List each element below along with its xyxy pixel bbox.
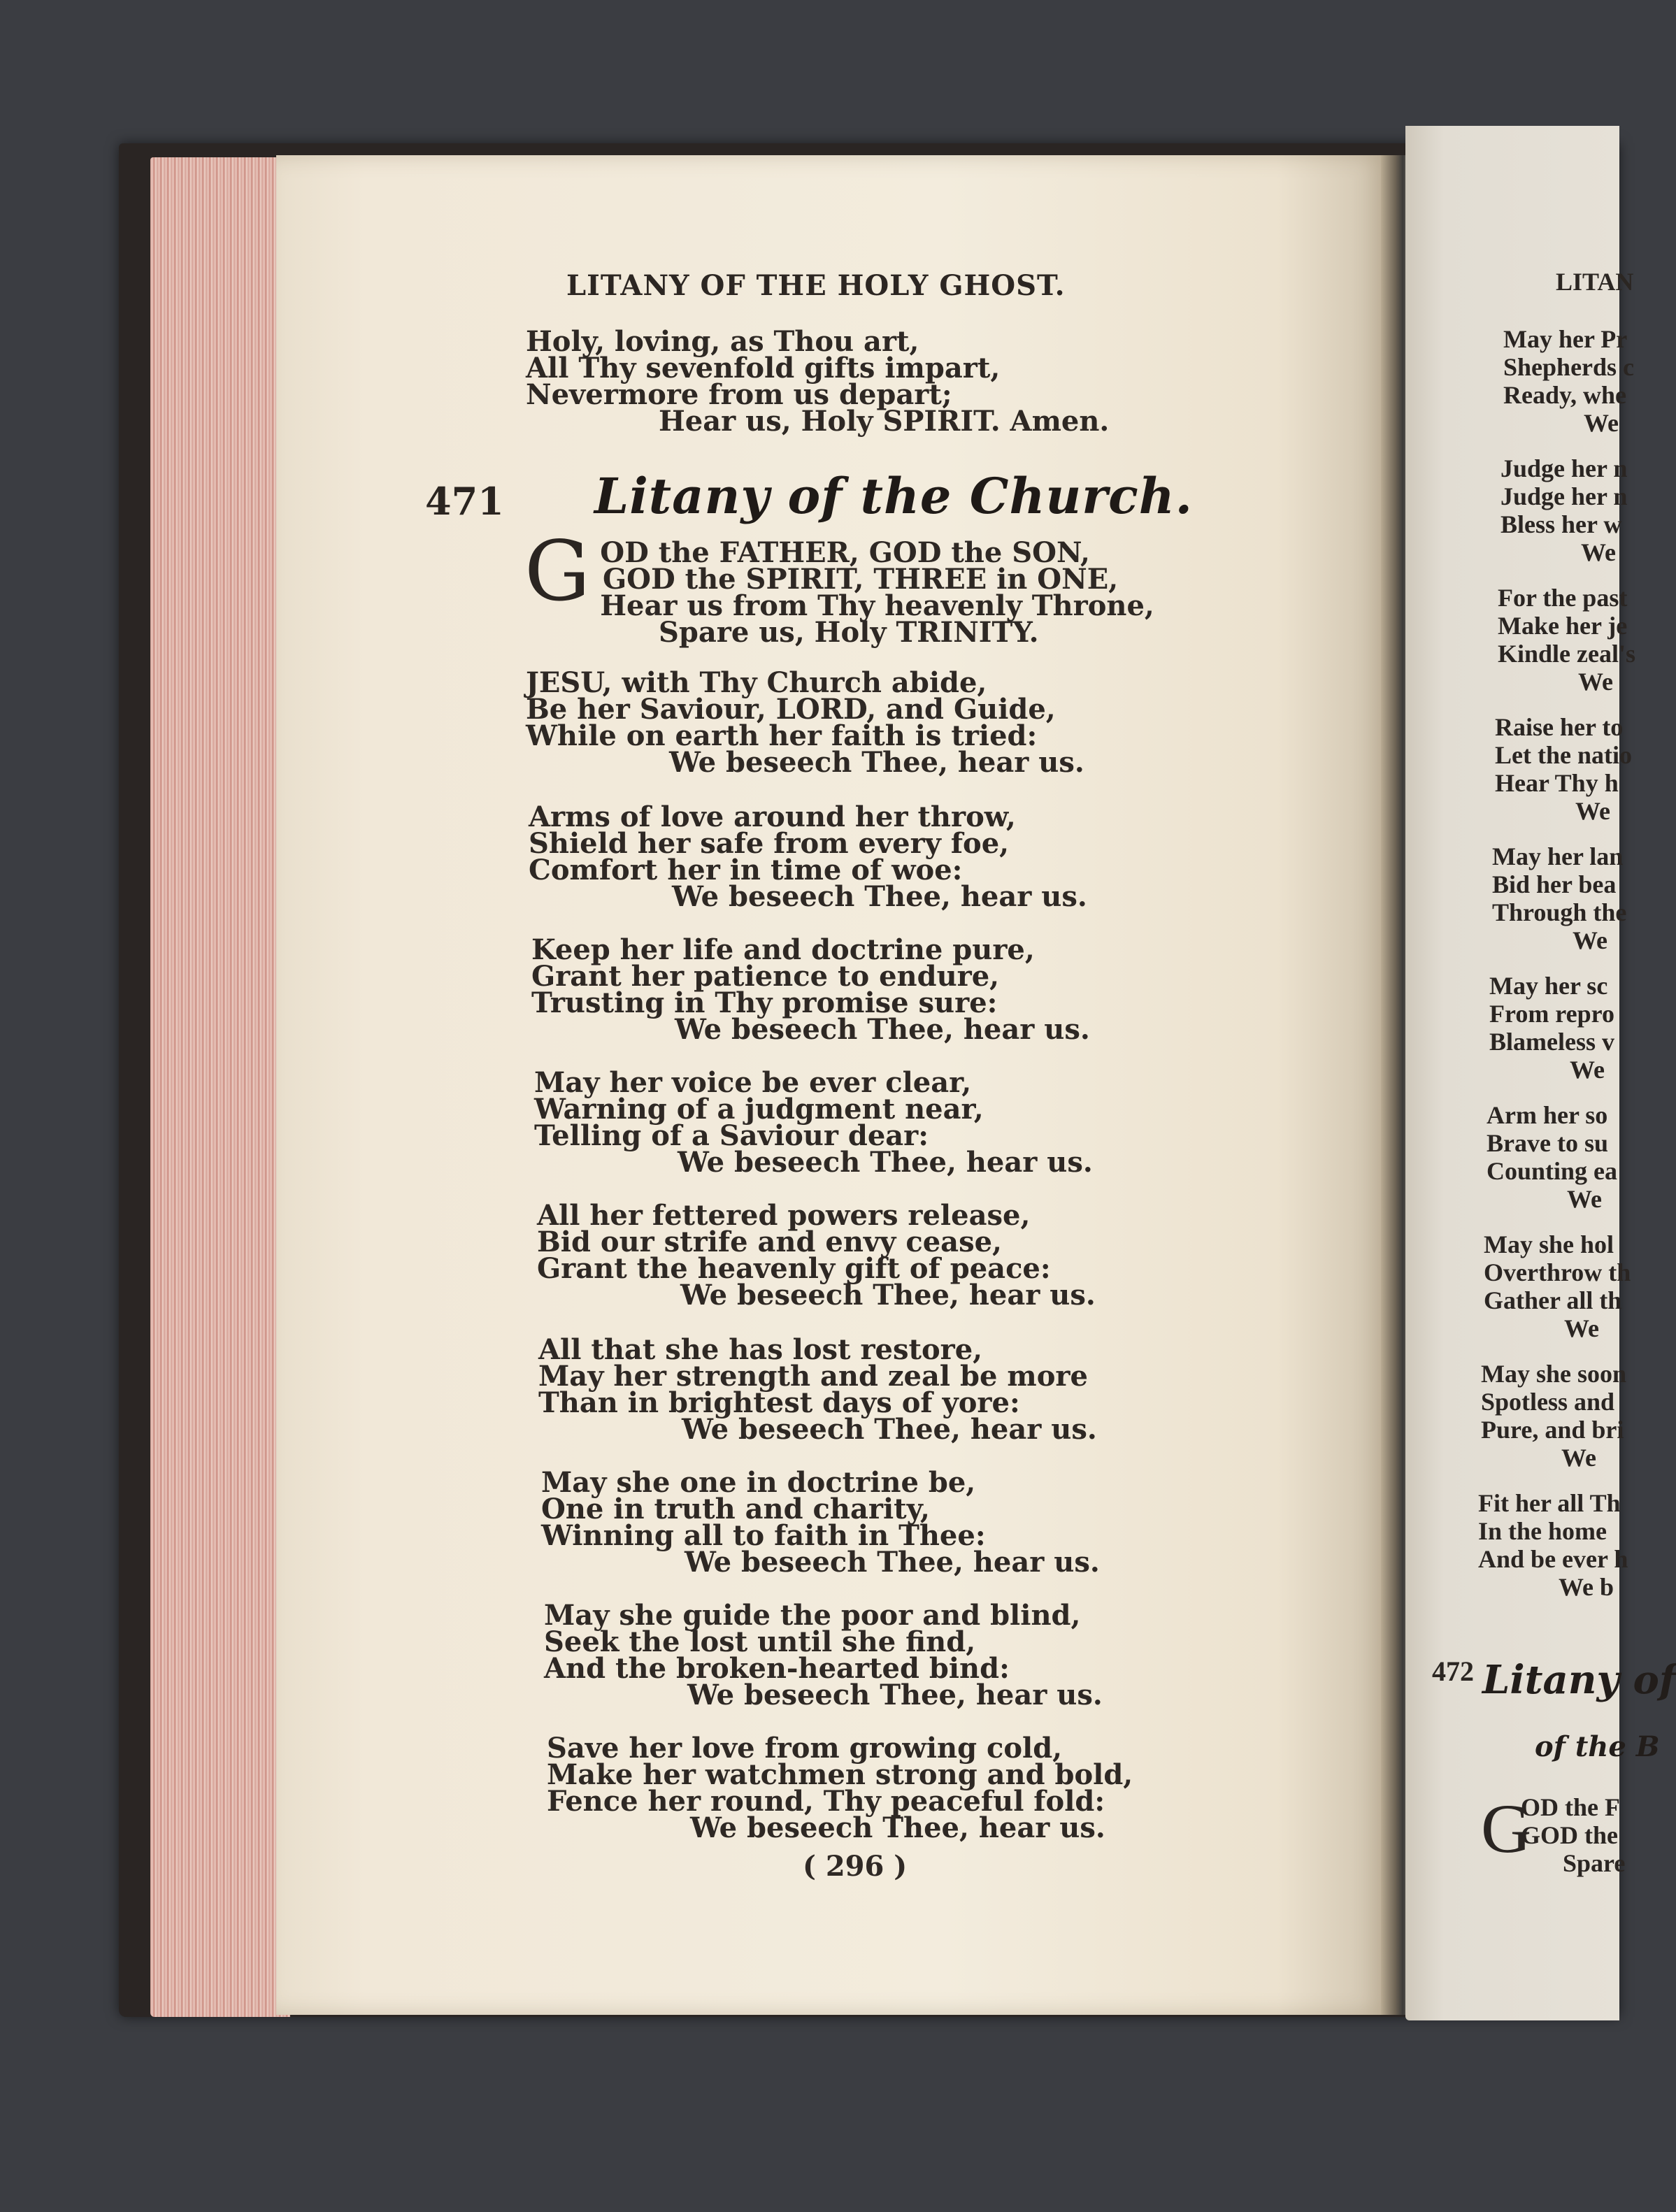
verse-line: Spare [1563,1849,1626,1877]
verse-line: All that she has lost restore, [538,1333,983,1366]
refrain-line: We beseech Thee, hear us. [669,746,1084,779]
verse-line: We [1564,1314,1599,1342]
refrain-line: We beseech Thee, hear us. [690,1811,1105,1844]
right-stanza-fragment [1478,1489,1628,1601]
verse-line: Gather all th [1484,1286,1622,1314]
verse-line: Make her je [1498,612,1628,640]
verse-line: Hear Thy h [1495,769,1619,797]
verse-line: May she one in doctrine be, [541,1466,976,1499]
verse-line: Arms of love around her throw, [529,800,1016,833]
verse-line: Be her Saviour, LORD, and Guide, [526,693,1056,726]
verse-line: Than in brightest days of yore: [538,1386,1020,1419]
verse-line: OD the F [1521,1793,1620,1821]
verse-line: We [1581,538,1616,566]
verse-line: Brave to su [1487,1129,1608,1157]
verse-line: Ready, whe [1503,381,1627,409]
right-stanza-fragment [1481,1360,1626,1472]
verse-line: We [1573,926,1607,954]
verse-line: Telling of a Saviour dear: [534,1119,929,1152]
verse-line: We [1561,1444,1596,1472]
right-stanza-fragment [1492,842,1626,954]
verse-line: Hear us from Thy heavenly Throne, [600,589,1154,622]
verse-line: Holy, loving, as Thou art, [526,325,919,358]
stanza [547,1732,1176,1844]
verse-line: GOD the SPIRIT, THREE in ONE, [603,563,1119,596]
verse-line: Overthrow th [1484,1258,1631,1286]
right-hymn-number: 472 [1432,1656,1474,1687]
hymn-title: Litany of the Church. [594,467,1194,525]
verse-line: Shield her safe from every foe, [529,827,1010,860]
verse-line: Grant the heavenly gift of peace: [537,1252,1051,1285]
verse-line: Comfort her in time of woe: [529,854,963,886]
verse-line: All Thy sevenfold gifts impart, [526,352,1001,385]
continuation-stanza [526,325,1155,438]
verse-line: Pure, and bri [1481,1416,1624,1444]
verse-line: Bid her bea [1492,870,1617,898]
right-stanza-fragment [1503,325,1634,437]
page-edges [150,157,290,2017]
verse-line: Counting ea [1487,1157,1618,1185]
verse-line: We b [1559,1573,1614,1601]
verse-line: May her Pr [1503,325,1628,353]
verse-line: May her strength and zeal be more [538,1360,1088,1393]
verse-line: Kindle zeal's [1498,640,1635,668]
stanza [538,1333,1168,1446]
refrain-line: We beseech Thee, hear us. [678,1146,1093,1179]
right-stanza-fragment [1498,584,1635,696]
verse-line: And be ever h [1478,1545,1628,1573]
verse-line: Make her watchmen strong and bold, [547,1758,1133,1791]
verse-line: Spare us, Holy TRINITY. [659,616,1039,649]
verse-line: Warning of a judgment near, [534,1093,984,1126]
right-stanza-fragment [1495,713,1632,825]
stanza [537,1199,1166,1312]
verse-line: GOD the [1521,1821,1618,1849]
verse-line: Blameless v [1489,1028,1614,1056]
right-stanza-fragment [1489,972,1614,1084]
stanza [534,1066,1163,1179]
verse-line: Fence her round, Thy peaceful fold: [547,1785,1105,1818]
verse-line: JESU, with Thy Church abide, [526,666,987,699]
right-drop-cap: G [1481,1790,1532,1867]
stanza [526,666,1155,779]
refrain-line: We beseech Thee, hear us. [675,1013,1090,1046]
right-hymn-subtitle: of the B [1535,1730,1660,1763]
verse-line: We [1575,797,1610,825]
verse-line: May her lan [1492,842,1624,870]
first-stanza [524,523,1155,649]
verse-line: Through the [1492,898,1627,926]
verse-line: We [1578,668,1613,696]
hymn-number: 471 [425,479,504,524]
verse-line: Shepherds c [1503,353,1635,381]
verse-line: Hear us, Holy SPIRIT. Amen. [659,405,1110,438]
verse-line: Spotless and [1481,1388,1615,1416]
refrain-line: We beseech Thee, hear us. [680,1279,1096,1312]
verse-line: May she soon [1481,1360,1627,1388]
verse-line: Judge her n [1500,454,1628,482]
verse-line: For the past [1498,584,1628,612]
stanza [541,1466,1170,1579]
refrain-line: We beseech Thee, hear us. [682,1413,1097,1446]
right-running-head: LITAN [1556,268,1634,296]
verse-line: Nevermore from us depart; [526,378,952,411]
verse-line: May her voice be ever clear, [534,1066,972,1099]
verse-line: From repro [1489,1000,1614,1028]
right-stanza-fragment [1484,1230,1631,1342]
verse-line: OD the FATHER, GOD the SON, [600,536,1090,569]
verse-line: Bless her w [1500,510,1622,538]
verse-line: And the broken-hearted bind: [544,1652,1010,1685]
verse-line: While on earth her faith is tried: [526,719,1038,752]
verse-line: Fit her all Th [1478,1489,1621,1517]
verse-line: May her sc [1489,972,1608,1000]
verse-line: May she hol [1484,1230,1614,1258]
verse-line: Arm her so [1487,1101,1608,1129]
verse-line: Judge her n [1500,482,1628,510]
verse-line: Grant her patience to endure, [531,960,1000,993]
right-hymn-title: Litany of [1482,1657,1676,1703]
refrain-line: We beseech Thee, hear us. [687,1679,1103,1711]
verse-line: Let the natio [1495,741,1632,769]
verse-line: Bid our strife and envy cease, [537,1226,1002,1258]
verse-line: Keep her life and doctrine pure, [531,933,1035,966]
verse-line: In the home [1478,1517,1607,1545]
verse-line: May she guide the poor and blind, [544,1599,1081,1632]
verse-line: Seek the lost until she find, [544,1625,976,1658]
verse-line: One in truth and charity, [541,1493,930,1525]
drop-cap: G [524,523,591,619]
stanza [544,1599,1173,1711]
right-stanza-fragment [1487,1101,1617,1213]
running-head: LITANY OF THE HOLY GHOST. [566,269,1066,302]
page-number: ( 296 ) [803,1850,908,1883]
stanza [529,800,1158,913]
verse-line: We [1584,409,1619,437]
refrain-line: We beseech Thee, hear us. [672,880,1087,913]
verse-line: Winning all to faith in Thee: [541,1519,986,1552]
right-stanza-fragment [1500,454,1627,566]
refrain-line: We beseech Thee, hear us. [685,1546,1100,1579]
verse-line: Trusting in Thy promise sure: [531,986,998,1019]
stanza [531,933,1161,1046]
right-first-lines [1521,1793,1625,1877]
verse-line: We [1570,1056,1605,1084]
verse-line: We [1567,1185,1602,1213]
verse-line: All her fettered powers release, [537,1199,1031,1232]
verse-line: Raise her to [1495,713,1624,741]
verse-line: Save her love from growing cold, [547,1732,1063,1765]
